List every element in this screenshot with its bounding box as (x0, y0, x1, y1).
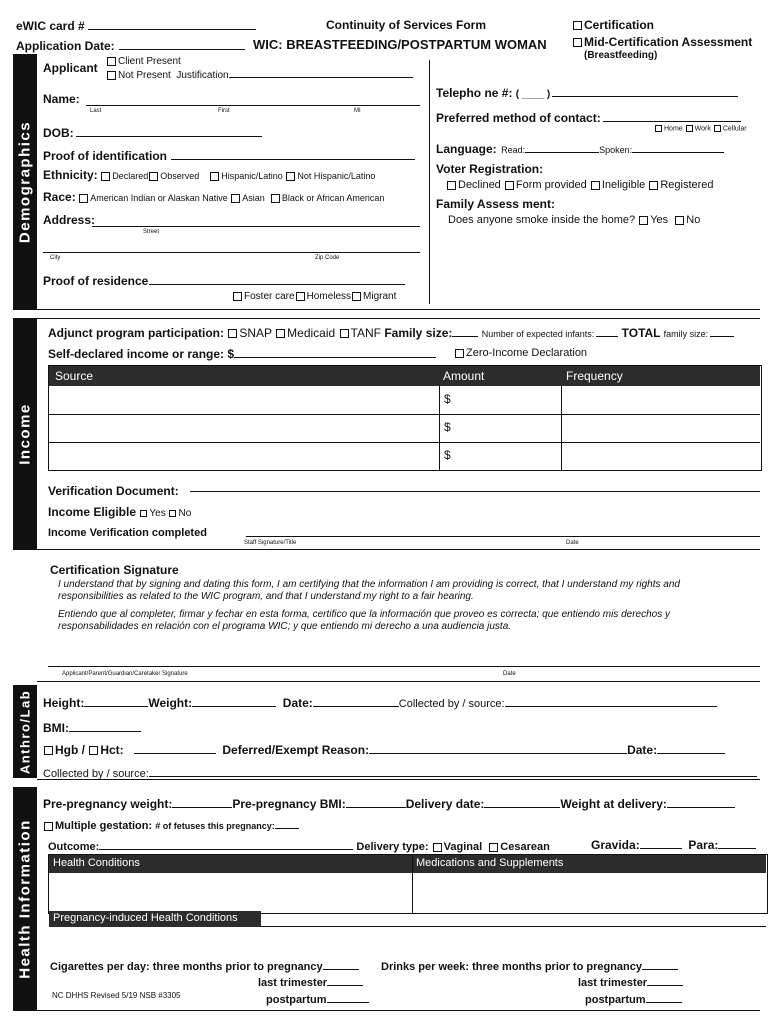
name-field[interactable] (86, 105, 420, 106)
voter-options: Declined Form provided Ineligible Registered (446, 179, 714, 191)
hgb-checkbox[interactable] (44, 746, 53, 755)
demographics-bottom-rule (37, 309, 760, 310)
dob-field[interactable] (76, 125, 262, 137)
zero-income-checkbox[interactable] (455, 349, 464, 358)
cigarettes-row: Cigarettes per day: three months prior to pregnancy (50, 958, 359, 973)
eligible-no-checkbox[interactable] (169, 510, 176, 517)
applicant-signature-caption: Applicant/Parent/Guardian/Caretaker Signature (62, 671, 188, 677)
income-col-divider (561, 386, 562, 470)
gravida-para-row: Gravida: Para: (591, 837, 756, 852)
proof-residence-field[interactable] (149, 273, 405, 285)
eth-observed-checkbox[interactable] (149, 172, 158, 181)
anthro-row-1: Height: Weight: Date: Collected by / source: (43, 695, 717, 710)
col-frequency: Frequency (566, 369, 623, 383)
telephone-field[interactable] (552, 85, 738, 97)
applicant-signature-field[interactable] (48, 666, 760, 667)
work-checkbox[interactable] (686, 125, 693, 132)
lab-date-field[interactable] (657, 742, 725, 754)
income-section-tab: Income (13, 318, 37, 550)
snap-checkbox[interactable] (228, 329, 237, 338)
race-asian-checkbox[interactable] (231, 194, 240, 203)
form-title: Continuity of Services Form (326, 18, 487, 32)
client-present-option[interactable]: Client Present (106, 56, 181, 67)
col-source: Source (55, 369, 94, 383)
cigs-postpartum-field[interactable] (327, 991, 369, 1003)
health-table-header (49, 855, 766, 873)
voter-registration-label: Voter Registration: (436, 162, 544, 176)
breastfeeding-label: (Breastfeeding) (584, 50, 658, 61)
pregnancy-conditions-rule (261, 926, 766, 927)
amount-cell[interactable]: $ (444, 392, 451, 406)
migrant-checkbox[interactable] (352, 292, 361, 301)
anthro-bottom-rule (37, 779, 760, 780)
ineligible-checkbox[interactable] (591, 181, 600, 190)
health-row-1: Pre-pregnancy weight: Pre-pregnancy BMI: Delivery date: Weight at delivery: (43, 796, 735, 811)
outcome-field[interactable] (99, 838, 353, 850)
income-row-divider (48, 442, 760, 443)
applicant-label: Applicant (43, 61, 98, 75)
vaginal-checkbox[interactable] (433, 843, 442, 852)
weight-delivery-field[interactable] (667, 796, 735, 808)
income-top-rule (37, 318, 760, 319)
proof-residence-label: Proof of residence (43, 273, 405, 288)
income-col-divider (439, 386, 440, 470)
home-checkbox[interactable] (655, 125, 662, 132)
contact-method-label: Preferred method of contact: (436, 110, 741, 125)
address-street-field[interactable] (92, 226, 420, 227)
language-spoken-field[interactable] (632, 141, 724, 153)
name-last-caption: Last (90, 108, 102, 114)
race-row: Race: American Indian or Alaskan Native Asian Black or African American (43, 190, 385, 204)
family-size-field[interactable] (452, 325, 478, 337)
smoke-no-checkbox[interactable] (675, 216, 684, 225)
footer-revision: NC DHHS Revised 5/19 NSB #3305 (52, 991, 181, 1000)
ewic-card-label: eWIC card # (16, 18, 256, 33)
dob-label: DOB: (43, 125, 262, 140)
telephone-label: Telepho ne #: ( ____ ) (436, 85, 738, 100)
amount-cell[interactable]: $ (444, 420, 451, 434)
pregnancy-conditions-header: Pregnancy-induced Health Conditions (49, 911, 261, 927)
income-table-header (49, 366, 760, 386)
race-aian-checkbox[interactable] (79, 194, 88, 203)
income-bottom-rule (37, 549, 760, 550)
anthro-date-field[interactable] (313, 695, 399, 707)
verification-document-label: Verification Document: (48, 484, 179, 498)
certification-english: I understand that by signing and dating this form, I am certifying that the information I am providing is correct, that I understand my rights and responsibilities as related to the WIC program, and that I understand my right to a fair hearing. (58, 579, 680, 602)
applicant-date-caption: Date (503, 671, 516, 677)
cigs-prior-field[interactable] (323, 958, 359, 970)
health-col-divider (412, 855, 413, 913)
language-row: Language: Read: Spoken: (436, 140, 724, 158)
para-field[interactable] (718, 837, 756, 849)
collected-by-row-2: Collected by / source: (43, 765, 757, 780)
staff-date-caption: Date (566, 540, 579, 546)
verification-document-field[interactable] (190, 491, 760, 492)
eth-not-hispanic-checkbox[interactable] (286, 172, 295, 181)
anthro-section-tab: Anthro/Lab (13, 685, 37, 778)
city-caption: City (50, 255, 61, 261)
certification-spanish: Entiendo que al completer, firmar y fechar en esta forma, certifico que la información que proveo es correcta; que entiendo mis derechos y responsabilidades en relación con el programa WIC; y que entiendo mi derecho a una audiencia justa. (58, 609, 670, 632)
cigarettes-trimester-row: last trimester (258, 974, 363, 989)
homeless-checkbox[interactable] (296, 292, 305, 301)
mid-certification-checkbox[interactable] (573, 38, 582, 47)
application-date-label: Application Date: (16, 38, 245, 53)
certification-checkbox[interactable] (573, 21, 582, 30)
zip-caption: Zip Code (315, 255, 340, 261)
verification-completed-label: Income Verification completed (48, 527, 207, 539)
health-bottom-rule (37, 1010, 760, 1011)
certification-bottom-rule (37, 681, 760, 682)
mid-certification-option[interactable]: Mid-Certification Assessment (572, 35, 752, 49)
delivery-date-field[interactable] (484, 796, 560, 808)
proof-id-label: Proof of identification (43, 148, 415, 163)
client-present-checkbox[interactable] (107, 57, 116, 66)
multiple-gestation-checkbox[interactable] (44, 822, 53, 831)
col-amount: Amount (443, 369, 485, 383)
name-first-caption: First (218, 108, 230, 114)
cigs-trimester-field[interactable] (327, 974, 363, 986)
health-section-tab: Health Information (13, 787, 37, 1011)
cesarean-checkbox[interactable] (489, 843, 498, 852)
race-black-checkbox[interactable] (271, 194, 280, 203)
form-provided-checkbox[interactable] (505, 181, 514, 190)
contact-method-field[interactable] (603, 110, 741, 122)
proof-id-field[interactable] (171, 148, 415, 160)
deferred-reason-field[interactable] (369, 742, 627, 754)
pre-bmi-field[interactable] (346, 796, 406, 808)
medications-header: Medications and Supplements (416, 857, 564, 869)
hct-checkbox[interactable] (89, 746, 98, 755)
expected-infants-field[interactable] (596, 325, 618, 337)
weight-field[interactable] (192, 695, 276, 707)
demographics-section-tab: Demographics (13, 54, 37, 310)
health-conditions-header: Health Conditions (53, 857, 140, 869)
name-label: Name: (43, 92, 80, 106)
total-family-size-field[interactable] (710, 325, 734, 337)
drinks-prior-field[interactable] (642, 958, 678, 970)
gravida-field[interactable] (640, 837, 682, 849)
hgb-hct-field[interactable] (134, 742, 216, 754)
eth-declared-checkbox[interactable] (101, 172, 110, 181)
smoke-yes-checkbox[interactable] (639, 216, 648, 225)
demographics-divider (429, 60, 430, 304)
self-declared-income-label: Self-declared income or range: $ (48, 346, 436, 361)
drinks-row: Drinks per week: three months prior to pregnancy (381, 958, 678, 973)
declined-checkbox[interactable] (447, 181, 456, 190)
form-subtitle: WIC: BREASTFEEDING/POSTPARTUM WOMAN (253, 37, 547, 52)
staff-signature-caption: Staff Signature/Title (244, 540, 297, 546)
zero-income-option[interactable]: Zero-Income Declaration (454, 347, 587, 359)
not-present-checkbox[interactable] (107, 71, 116, 80)
not-present-option[interactable]: Not Present Justification (106, 68, 413, 81)
language-read-field[interactable] (525, 141, 599, 153)
cellular-checkbox[interactable] (714, 125, 721, 132)
multiple-gestation-row: Multiple gestation: # of fetuses this pregnancy: (43, 817, 299, 832)
drinks-trimester-row: last trimester (578, 974, 683, 989)
address-label: Address: (43, 213, 96, 227)
name-mi-caption: MI (354, 108, 361, 114)
height-field[interactable] (84, 695, 148, 707)
fetuses-field[interactable] (275, 817, 299, 829)
staff-signature-field[interactable] (246, 536, 760, 537)
lab-collected-field[interactable] (149, 765, 757, 777)
family-assessment-label: Family Assess ment: (436, 197, 555, 211)
registered-checkbox[interactable] (649, 181, 658, 190)
anthro-collected-field[interactable] (505, 695, 717, 707)
certification-option[interactable]: Certification (572, 18, 654, 32)
foster-care-checkbox[interactable] (233, 292, 242, 301)
income-row-divider (48, 414, 760, 415)
drinks-postpartum-row: postpartum (585, 991, 682, 1006)
drinks-postpartum-field[interactable] (646, 991, 682, 1003)
eligible-yes-checkbox[interactable] (140, 510, 147, 517)
eth-hispanic-checkbox[interactable] (210, 172, 219, 181)
smoke-question: Does anyone smoke inside the home? Yes No (448, 214, 701, 226)
drinks-trimester-field[interactable] (647, 974, 683, 986)
certification-title: Certification Signature (50, 563, 179, 577)
medicaid-checkbox[interactable] (276, 329, 285, 338)
pre-weight-field[interactable] (172, 796, 232, 808)
address-city-field[interactable] (43, 252, 420, 253)
bmi-label: BMI: (43, 720, 141, 735)
adjunct-row: Adjunct program participation: SNAP Medicaid TANF Family size: Number of expected infants: TOTAL family size: (48, 325, 734, 340)
anthro-row-3: Hgb / Hct: Deferred/Exempt Reason: Date: (43, 742, 725, 757)
cigarettes-postpartum-row: postpartum (266, 991, 369, 1006)
residence-status-options: Foster care Homeless Migrant (232, 291, 396, 302)
outcome-row: Outcome: Delivery type: Vaginal Cesarean (48, 838, 550, 853)
contact-options: Home Work Cellular (654, 125, 747, 132)
amount-cell[interactable]: $ (444, 448, 451, 462)
ethnicity-row: Ethnicity: Declared Observed Hispanic/Latino Not Hispanic/Latino (43, 168, 376, 182)
bmi-field[interactable] (69, 720, 141, 732)
income-eligible-row: Income Eligible Yes No (48, 505, 192, 519)
self-declared-income-field[interactable] (234, 346, 436, 358)
street-caption: Street (143, 229, 160, 235)
tanf-checkbox[interactable] (340, 329, 349, 338)
